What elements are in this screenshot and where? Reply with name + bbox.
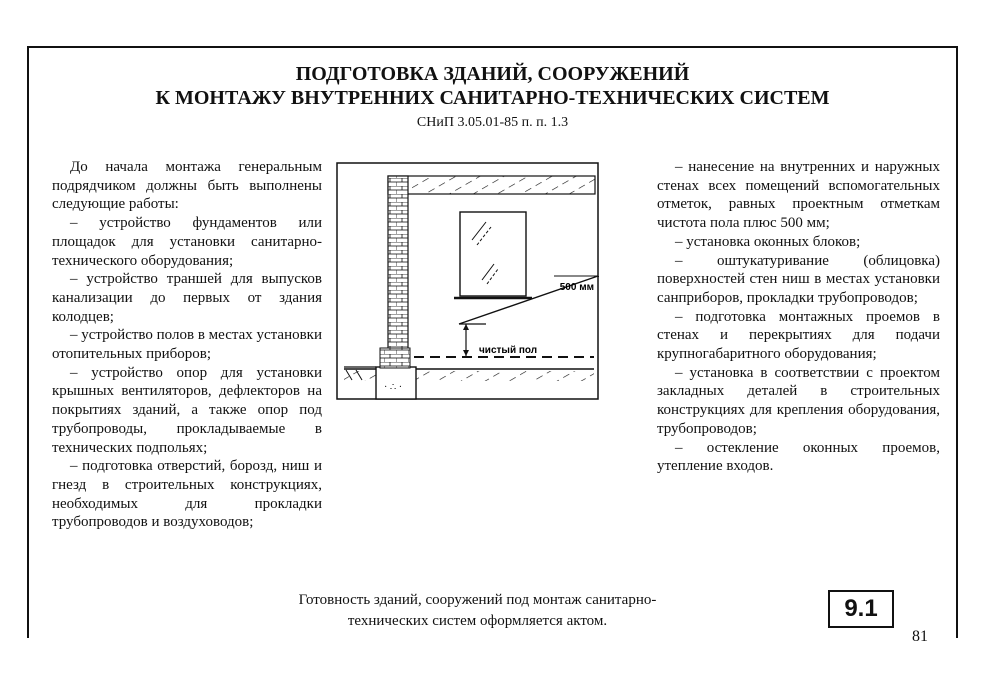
left-column [52,158,322,532]
right-paragraph: – подготовка монтажных проемов в стенах и перекрытиях для подачи крупногабаритного оборудования; [657,308,940,363]
right-paragraph: – оштукатуривание (облицовка) поверхностей стен ниш в местах установки санприборов, прокладки трубопроводов; [657,252,940,306]
brick-wall [388,176,408,372]
footer-line-1: Готовность зданий, сооружений под монтаж санитарно- [298,592,657,608]
left-paragraph: – устройство полов в местах установки отопительных приборов; [52,327,322,363]
page-subtitle: СНиП 3.05.01-85 п. п. 1.3 [416,115,569,130]
left-paragraph: – устройство опор для установки крышных вентиляторов, дефлекторов на покрытиях зданий, а также опор под трубопроводы, прокладываемые в технических подпольях; [52,364,322,456]
page-number: 81 [912,628,928,645]
left-paragraph: До начала монтажа генеральным подрядчиком должны быть выполнены следующие работы: [52,159,322,213]
label-500mm: 500 мм [559,282,594,293]
right-paragraph: – остекление оконных проемов, утепление входов. [657,439,940,475]
page-title-line-1: ПОДГОТОВКА ЗДАНИЙ, СООРУЖЕНИЙ [295,63,690,85]
room-section-diagram [336,162,599,400]
svg-text:· ∴ ·: · ∴ · [384,382,403,393]
page-title-line-2: К МОНТАЖУ ВНУТРЕННИХ САНИТАРНО-ТЕХНИЧЕСКИХ СИСТЕМ [155,87,830,109]
ceiling-slab [388,176,595,194]
footer-line-2: технических систем оформляется актом. [347,613,608,629]
right-paragraph: – установка в соответствии с проектом закладных деталей в строительных конструкциях для крепления оборудования, трубопроводов; [657,364,940,437]
left-paragraph: – устройство траншей для выпусков канализации до первых от здания колодцев; [52,271,322,325]
left-paragraph: – устройство фундаментов или площадок для установки санитарно-технического оборудования; [52,215,322,269]
left-paragraph: – подготовка отверстий, борозд, ниш и гнезд в строительных конструкциях, необходимых для прокладки трубопроводов и воздуховодов; [52,458,322,531]
label-clean-floor: чистый пол [479,345,538,356]
footer-note [255,590,700,632]
right-paragraph: – нанесение на внутренних и наружных стенах всех помещений вспомогательных отметок, равных проектным отметкам чистота пола плюс 500 мм; [657,159,940,232]
section-badge: 9.1 [828,590,894,628]
right-column [657,158,940,476]
window [460,212,526,296]
right-paragraph: – установка оконных блоков; [675,233,861,250]
